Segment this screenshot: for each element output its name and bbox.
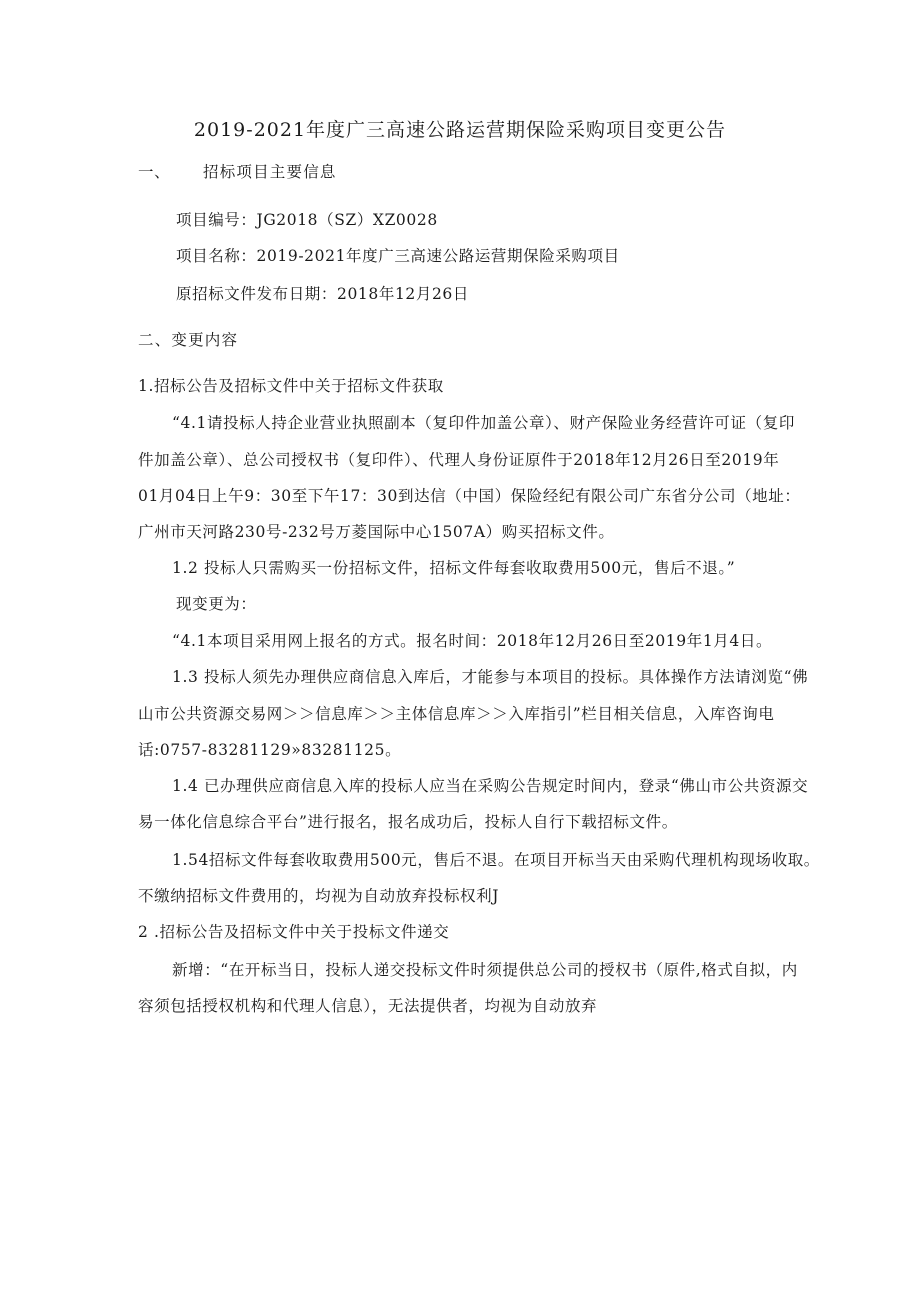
section-2-heading: 二、变更内容: [138, 331, 239, 349]
item-2-paragraph-1-line-2: 容须包括授权机构和代理人信息），无法提供者，均视为自动放弃: [138, 997, 598, 1015]
item-1-paragraph-6-line-1: 1.54招标文件每套收取费用500元，售后不退。在项目开标当天由采购代理机构现场收取。: [172, 851, 820, 869]
item-1-paragraph-2: 1.2 投标人只需购买一份招标文件，招标文件每套收取费用500元，售后不退。”: [172, 559, 736, 577]
item-1-paragraph-1-line-1: “4.1请投标人持企业营业执照副本（复印件加盖公章）、财产保险业务经营许可证（复印: [172, 414, 795, 432]
item-1-paragraph-1-line-4: 广州市天河路230号-232号万菱国际中心1507A）购买招标文件。: [138, 523, 615, 541]
item-2-paragraph-1-line-1: 新增：“在开标当日，投标人递交投标文件时须提供总公司的授权书（原件,格式自拟，内: [172, 961, 798, 979]
project-name: 项目名称：2019-2021年度广三高速公路运营期保险采购项目: [176, 247, 620, 265]
item-2-heading: 2 .招标公告及招标文件中关于投标文件递交: [138, 923, 450, 941]
item-1-paragraph-6-line-2: 不缴纳招标文件费用的，均视为自动放弃投标权利J: [138, 887, 500, 905]
item-1-paragraph-4-line-3: 话:0757-83281129»83281125。: [138, 741, 402, 759]
item-1-paragraph-1-line-3: 01月04日上午9：30至下午17：30到达信（中国）保险经纪有限公司广东省分公司（地址：: [138, 487, 801, 505]
project-number: 项目编号：JG2018（SZ）XZ0028: [176, 211, 438, 229]
item-1-paragraph-3: “4.1本项目采用网上报名的方式。报名时间：2018年12月26日至2019年1月4日。: [172, 632, 773, 650]
item-1-heading: 1.招标公告及招标文件中关于招标文件获取: [138, 377, 444, 395]
section-1-number: 一、: [138, 163, 171, 181]
publish-date: 原招标文件发布日期：2018年12月26日: [176, 285, 469, 303]
section-1-heading: 招标项目主要信息: [203, 163, 337, 181]
item-1-paragraph-4-line-1: 1.3 投标人须先办理供应商信息入库后，才能参与本项目的投标。具体操作方法请浏览“佛: [172, 668, 809, 686]
item-1-paragraph-4-line-2: 山市公共资源交易网＞＞信息库＞＞主体信息库＞＞入库指引”栏目相关信息，入库咨询电: [138, 705, 775, 723]
item-1-paragraph-1-line-2: 件加盖公章）、总公司授权书（复印件）、代理人身份证原件于2018年12月26日至2019年: [138, 451, 780, 469]
document-title: 2019-2021年度广三高速公路运营期保险采购项目变更公告: [193, 119, 727, 141]
item-1-paragraph-5-line-1: 1.4 已办理供应商信息入库的投标人应当在采购公告规定时间内，登录“佛山市公共资源交: [172, 777, 809, 795]
change-label: 现变更为：: [176, 595, 257, 613]
item-1-paragraph-5-line-2: 易一体化信息综合平台”进行报名，报名成功后，投标人自行下载招标文件。: [138, 813, 678, 831]
